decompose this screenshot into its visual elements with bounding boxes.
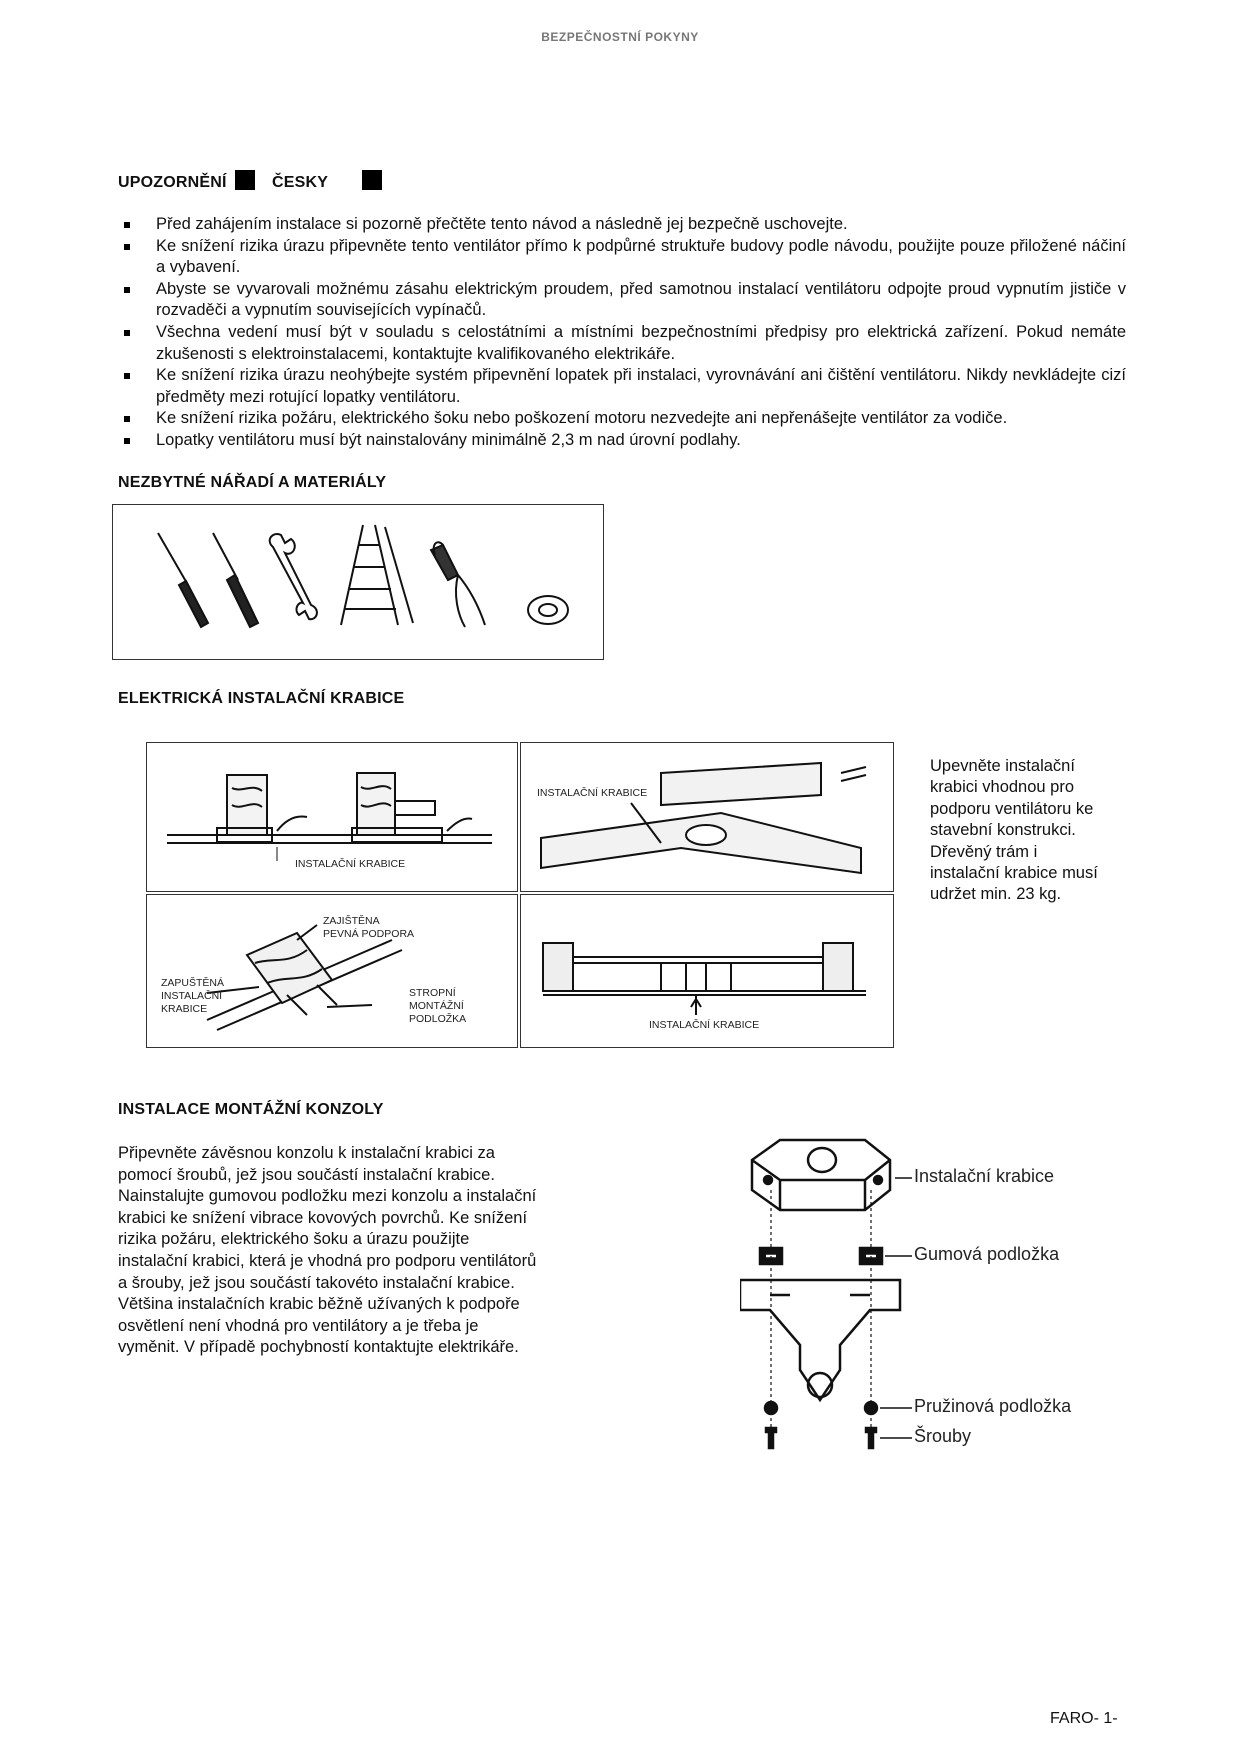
description-line: a šrouby, jež jsou součástí takovéto instalační krabice. xyxy=(118,1273,515,1292)
description-line: Nainstalujte gumovou podložku mezi konzolu a instalační xyxy=(118,1187,537,1206)
description-line: podporu ventilátoru ke xyxy=(930,799,1094,818)
bracket-diagram xyxy=(740,1130,1100,1470)
installation-box-label: INSTALAČNÍ KRABICE xyxy=(537,787,648,799)
installation-box-label: INSTALAČNÍ KRABICE xyxy=(649,1019,760,1031)
screwdriver-icon xyxy=(213,533,258,627)
installation-box-callout: Instalační krabice xyxy=(914,1166,1055,1186)
ceiling-plate-label-line: STROPNÍ xyxy=(409,987,456,999)
ladder-icon xyxy=(341,525,413,625)
description-line: pomocí šroubů, jež jsou součástí instalační krabice. xyxy=(118,1165,495,1184)
fixed-support-label-line: PEVNÁ PODPORA xyxy=(323,928,415,940)
electrical-box-description xyxy=(930,756,1140,906)
tools-heading: NEZBYTNÉ NÁŘADÍ A MATERIÁLY xyxy=(118,474,387,491)
figure-box-bottom-left xyxy=(146,894,518,1048)
list-item: Ke snížení rizika úrazu neohýbejte systém připevnění lopatek při instalaci, vyrovnávání ani čištění ventilátoru. Nikdy nevkládejte cizí předměty mezi rotující lopatky ventilátoru. xyxy=(118,365,1126,408)
recessed-box-label-line: INSTALAČNÍ xyxy=(161,990,223,1002)
tools-drawing xyxy=(113,505,602,658)
pliers-icon xyxy=(431,542,485,627)
tools-illustration xyxy=(112,504,604,660)
installation-box-label: INSTALAČNÍ KRABICE xyxy=(295,858,406,870)
fixed-support-label xyxy=(323,915,414,941)
description-line: instalační krabici, která je vhodná pro podporu ventilátorů xyxy=(118,1251,537,1270)
list-item: Všechna vedení musí být v souladu s celostátními a místními bezpečnostními předpisy pro elektrická zařízení. Pokud nemáte zkušenosti s elektroinstalacemi, kontaktujte kvalifikovaného elektrikáře. xyxy=(118,322,1126,365)
description-line: Dřevěný trám i xyxy=(930,842,1038,861)
bracket-description xyxy=(118,1143,638,1359)
list-item: Ke snížení rizika požáru, elektrického šoku nebo poškození motoru nezvedejte ani nepřenášejte ventilátor za vodiče. xyxy=(118,408,1126,430)
figure-box-top-right xyxy=(520,742,894,892)
ceiling-plate-label-line: PODLOŽKA xyxy=(409,1013,467,1025)
description-line: udržet min. 23 kg. xyxy=(930,885,1062,904)
description-line: rizika požáru, elektrického šoku a úrazu použijte xyxy=(118,1230,470,1249)
warning-title: UPOZORNĚNÍ xyxy=(118,174,227,191)
beam-box-drawing xyxy=(521,743,892,890)
warning-list xyxy=(118,214,1126,452)
description-line: Připevněte závěsnou konzolu k instalační krabici za xyxy=(118,1144,495,1162)
black-square-marker xyxy=(362,170,382,190)
list-item: Lopatky ventilátoru musí být nainstalovány minimálně 2,3 m nad úrovní podlahy. xyxy=(118,430,1126,452)
warning-heading xyxy=(118,170,382,192)
description-line: krabici ke snížení vibrace kovových povrchů. Ke snížení xyxy=(118,1208,528,1227)
electrical-box-heading: ELEKTRICKÁ INSTALAČNÍ KRABICE xyxy=(118,690,405,707)
ceiling-plate-label xyxy=(409,987,466,1026)
list-item: Abyste se vyvarovali možnému zásahu elektrickým proudem, před samotnou instalací ventilátoru odpojte proud vypnutím jističe v rozvaděči a vypnutím souvisejících vypínačů. xyxy=(118,279,1126,322)
description-line: Upevněte instalační xyxy=(930,757,1075,775)
list-item: Před zahájením instalace si pozorně přečtěte tento návod a následně jej bezpečně uschovejte. xyxy=(118,214,1126,236)
screwdriver-icon xyxy=(158,533,208,627)
list-item: Ke snížení rizika úrazu připevněte tento ventilátor přímo k podpůrné struktuře budovy podle návodu, použijte pouze přiložené náčiní a vybavení. xyxy=(118,236,1126,279)
description-line: osvětlení není vhodná pro ventilátory a je třeba je xyxy=(118,1316,479,1335)
black-square-marker xyxy=(235,170,255,190)
wrench-icon xyxy=(270,534,317,619)
ceiling-plate-label-line: MONTÁŽNÍ xyxy=(409,1000,464,1012)
rubber-pad-callout: Gumová podložka xyxy=(914,1244,1060,1264)
language-label: ČESKY xyxy=(271,174,328,191)
screws-callout: Šrouby xyxy=(914,1426,972,1446)
fixed-support-label-line: ZAJIŠTĚNA xyxy=(323,915,380,927)
spring-washer-callout: Pružinová podložka xyxy=(914,1396,1072,1416)
tape-roll-icon xyxy=(528,596,568,624)
description-line: instalační krabice musí xyxy=(930,864,1098,883)
figure-box-top-left xyxy=(146,742,518,892)
bracket-heading: INSTALACE MONTÁŽNÍ KONZOLY xyxy=(118,1101,384,1118)
recessed-box-label-line: KRABICE xyxy=(161,1003,208,1015)
description-line: Většina instalačních krabic běžně užívaných k podpoře xyxy=(118,1295,520,1314)
recessed-box-label-line: ZAPUŠTĚNÁ xyxy=(161,977,225,989)
page-header: BEZPEČNOSTNÍ POKYNY xyxy=(541,30,699,44)
recessed-box-label xyxy=(161,977,224,1016)
figure-box-bottom-right xyxy=(520,894,894,1048)
description-line: vyměnit. V případě pochybností kontaktujte elektrikáře. xyxy=(118,1338,519,1357)
page-number: FARO- 1- xyxy=(1050,1710,1118,1727)
description-line: stavební konstrukci. xyxy=(930,821,1076,840)
description-line: krabici vhodnou pro xyxy=(930,778,1075,797)
